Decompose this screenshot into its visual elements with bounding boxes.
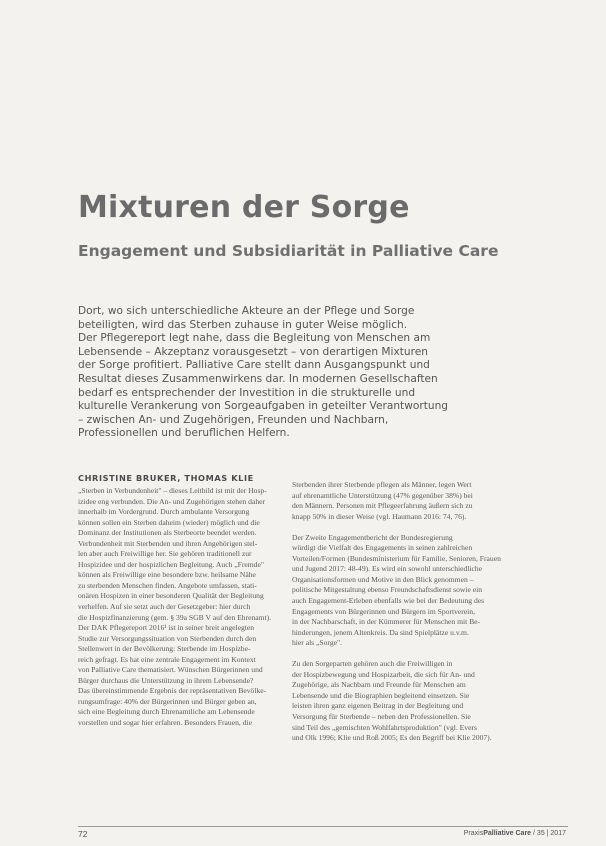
body-left-line: sich eine Begleitung durch Ehrenamtliche am Lebensende	[78, 707, 255, 717]
body-left-line: reich gefragt. Es hat eine zentrale Engagement im Kontext	[78, 654, 256, 664]
body-column-right	[292, 480, 542, 744]
lead-line: – zwischen An- und Zugehörigen, Freunden und Nachbarn,	[78, 413, 389, 426]
body-left-line: vorstellen und sogar hier erfahren. Besonders Frauen, die	[78, 718, 252, 728]
body-right-line: Sterbenden ihrer Sterbende pflegen als Männer, legen Wert	[292, 480, 472, 489]
body-right-line: Lebensende und die Biographien begleitend einsetzen. Sie	[292, 690, 470, 700]
journal-issue: / 35 | 2017	[533, 830, 566, 837]
body-right-line: hinderungen, jenem Altenkreis. Da sind Spielplätze u.v.m.	[292, 627, 469, 637]
body-left-line: zu sterbenden Menschen finden. Angebote umfassen, stati-	[78, 580, 257, 590]
body-left-line: die Hospizfinanzierung (gem. § 39a SGB V auf den Ehrenamt).	[78, 612, 272, 622]
body-right-line: den Männern. Personen mit Pflegeerfahrung äußern sich zu	[292, 501, 473, 511]
body-left-line: len aber auch Freiwillige her. Sie gehören traditionell zur	[78, 549, 252, 559]
body-right-line	[292, 522, 542, 533]
body-left-line: Dominanz der Institutionen als Sterbeorte beendet werden.	[78, 528, 257, 538]
body-right-line: hier als „Sorge".	[292, 638, 342, 648]
body-left-line: innerhalb im Vordergrund. Durch ambulante Versorgung	[78, 507, 250, 517]
body-right-line: Zu den Sorgeparten gehören auch die Freiwilligen in	[292, 659, 453, 669]
body-left-line: Studie zur Versorgungssituation von Sterbenden durch den	[78, 633, 257, 643]
body-right-line: Organisationsformen und Motive in den Blick genommen –	[292, 574, 474, 584]
body-right-line: und Jugend 2017: 48-49). Es wird ein sowohl unterschiedliche	[292, 564, 483, 574]
lead-paragraph	[78, 305, 498, 441]
footer-rule	[78, 826, 568, 827]
body-left-line: Der DAK Pflegereport 2016¹ ist in seiner breit angelegten	[78, 623, 255, 633]
body-right-line: und Olk 1996; Klie und Roß 2005; Es den Begriff bei Klie 2007).	[292, 733, 492, 743]
body-right-line	[292, 649, 542, 660]
lead-line: Resultat dieses Zusammenwirkens dar. In modernen Gesellschaften	[78, 372, 438, 385]
body-right-line: Engagements von Bürgerinnen und Bürgern im Sportverein,	[292, 606, 475, 616]
lead-line: Lebensende – Akzeptanz vorausgesetzt – von derartigen Mixturen	[78, 345, 428, 358]
body-right-line: politische Mitgestaltung ebenso Freundschaftsdienst sowie ein	[292, 585, 483, 595]
authors-byline: CHRISTINE BRUKER, THOMAS KLIE	[78, 473, 254, 483]
body-right-line: in der Nachbarschaft, in der Kümmerer für Menschen mit Be-	[292, 617, 481, 627]
body-left-line: „Sterben in Verbundenheit" – dieses Leitbild ist mit der Hosp-	[78, 486, 267, 495]
body-right-line: sind Teil des „gemischten Wohlfahrtsproduktion" (vgl. Evers	[292, 722, 477, 732]
body-right-line: leisten ihren ganz eigenen Beitrag in der Begleitung und	[292, 701, 464, 711]
body-right-line: Der Zweite Engagementbericht der Bundesregierung	[292, 532, 453, 542]
journal-name: Palliative Care	[483, 830, 532, 837]
body-right-line: auch Engagement-Erleben ebenfalls wie bei der Bedeutung des	[292, 596, 485, 606]
journal-prefix: Praxis	[463, 830, 484, 837]
body-right-line: knapp 50% in dieser Weise (vgl. Haumann 2016: 74, 76).	[292, 511, 467, 521]
body-right-line: der Hospizbewegung und Hospizarbeit, die sich für An- und	[292, 669, 475, 679]
lead-line: Dort, wo sich unterschiedliche Akteure an der Pflege und Sorge	[78, 305, 415, 317]
body-left-line: onären Hospizen in einer besonderen Qualität der Begleitung	[78, 591, 264, 601]
body-left-line: rungsumfrage: 40% der Bürgerinnen und Bürger geben an,	[78, 696, 257, 706]
page-number: 72	[78, 829, 88, 839]
body-left-line: von Palliative Care thematisiert. Wünschen Bürgerinnen und	[78, 665, 263, 675]
lead-line: Der Pflegereport legt nahe, dass die Begleitung von Menschen am	[78, 332, 431, 345]
body-left-line: können als Freiwillige eine besondere bzw. heilsame Nähe	[78, 570, 256, 580]
lead-line: kulturelle Verankerung von Sorgeaufgaben in geteilter Verantwortung	[78, 400, 449, 413]
body-right-line: würdigt die Vielfalt des Engagements in seinen zahlreichen	[292, 543, 473, 553]
body-left-line: Stellenwert in der Bevölkerung: Sterbende im Hospizbe-	[78, 644, 251, 654]
article-title: Mixturen der Sorge	[78, 190, 410, 225]
body-left-line: Bürger durchaus die Unterstützung in ihrem Lebensende?	[78, 675, 254, 685]
body-left-line: Das übereinstimmende Ergebnis der repräsentativen Bevölke-	[78, 686, 267, 696]
article-subtitle: Engagement und Subsidiarität in Palliative Care	[78, 242, 499, 260]
body-left-line: Verbundenheit mit Sterbenden und ihren Angehörigen stel-	[78, 538, 258, 548]
body-right-line: auf ehrenamtliche Unterstützung (47% gegenüber 38%) bei	[292, 490, 473, 500]
lead-line: der Sorge profitiert. Palliative Care stellt dann Ausgangspunkt und	[78, 359, 430, 372]
body-right-line: Vorteilen/Formen (Bundesministerium für Familie, Senioren, Frauen	[292, 553, 501, 563]
journal-footer	[464, 830, 566, 837]
body-right-line: Zugehörige, als Nachbarn und Freunde für Menschen am	[292, 680, 466, 690]
body-right-line: Versorgung für Sterbende – neben den Professionellen. Sie	[292, 712, 471, 722]
body-left-line: Hospizidee und der hospizlichen Begleitung. Auch „Fremde"	[78, 559, 264, 569]
body-left-line: izidee eng verbunden. Die An- und Zugehörigen stehen daher	[78, 496, 266, 506]
body-left-line: verhelfen. Auf sie setzt auch der Gesetzgeber: hier durch	[78, 602, 251, 612]
lead-line: beteiligten, wird das Sterben zuhause in guter Weise möglich.	[78, 318, 408, 331]
lead-line: bedarf es entsprechender der Investition in die strukturelle und	[78, 386, 416, 399]
lead-line: Professionellen und beruflichen Helfern.	[78, 427, 290, 440]
body-left-line: können sollen ein Sterben daheim (wieder) möglich und die	[78, 517, 260, 527]
body-column-left	[78, 486, 328, 729]
